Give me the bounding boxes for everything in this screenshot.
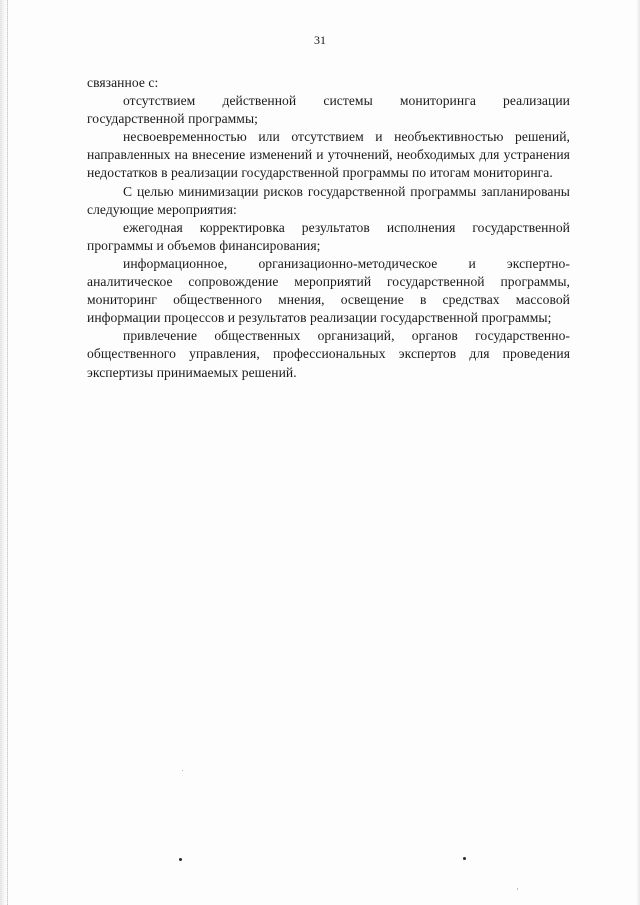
paragraph: привлечение общественных организаций, органов государственно-общественного управления, профессиональных экспертов для проведения экспертизы принимаемых решений. <box>87 328 570 380</box>
paragraph: связанное с: <box>87 75 159 90</box>
paragraph: несвоевременностью или отсутствием и необъективностью решений, направленных на внесение изменений и уточнений, необходимых для устранения недостатков в реализации государственной программы по итогам мониторинга. <box>87 129 570 181</box>
page-number: 31 <box>314 33 326 47</box>
paragraph: информационное, организационно-методическое и экспертно-аналитическое сопровождение мероприятий государственной программы, мониторинг общественного мнения, освещение в средствах массовой информации процессов и результатов реализации государственной программы; <box>87 255 570 326</box>
paragraph: отсутствием действенной системы мониторинга реализации государственной программы; <box>87 93 570 127</box>
paragraph: ежегодная корректировка результатов исполнения государственной программы и объемов финансирования; <box>87 219 570 253</box>
body-text <box>87 74 570 382</box>
scan-speck <box>463 857 466 860</box>
paragraph: С целью минимизации рисков государственной программы запланированы следующие мероприятия: <box>87 183 570 217</box>
scan-speck <box>182 770 183 771</box>
scan-speck <box>179 858 182 861</box>
scan-edge-right <box>636 0 640 905</box>
scan-speck <box>517 888 518 890</box>
scan-edge-left <box>0 0 8 905</box>
